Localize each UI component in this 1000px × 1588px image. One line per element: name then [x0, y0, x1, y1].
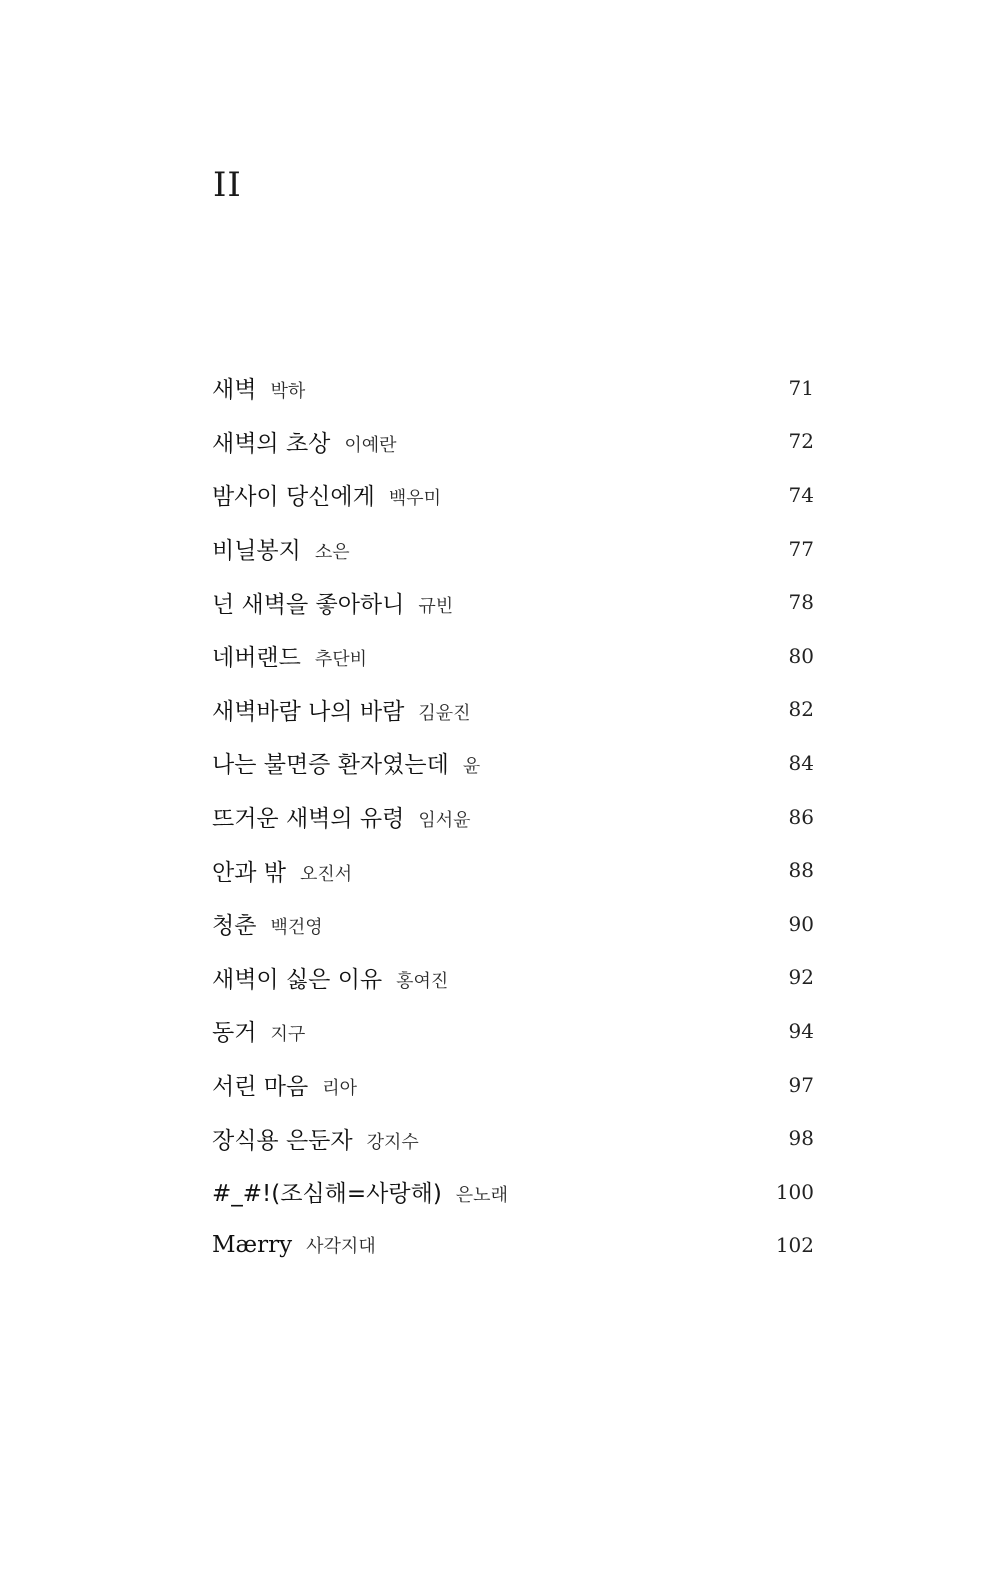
- entry-title: 서린 마음: [212, 1074, 309, 1101]
- toc-entry[interactable]: [212, 522, 814, 576]
- entry-author: 추단비: [314, 649, 368, 671]
- entry-page-number: 98: [788, 1126, 814, 1151]
- toc-entry[interactable]: [212, 415, 814, 469]
- entry-author: 리아: [322, 1078, 357, 1100]
- entry-page-number: 80: [788, 643, 814, 668]
- entry-author: 규빈: [418, 595, 454, 617]
- entry-page-number: 100: [775, 1179, 814, 1204]
- toc-entry[interactable]: [212, 468, 814, 522]
- entry-title: 뜨거운 새벽의 유령: [212, 806, 405, 833]
- toc-entry[interactable]: [212, 1111, 814, 1165]
- entry-page-number: 92: [788, 965, 814, 990]
- toc-entry[interactable]: [212, 361, 814, 415]
- entry-title: #_#!(조심해=사랑해): [212, 1181, 442, 1208]
- toc-entry[interactable]: [212, 1058, 814, 1112]
- toc-entry[interactable]: [212, 683, 814, 737]
- entry-page-number: 71: [788, 375, 814, 400]
- entry-author: 윤: [462, 756, 481, 778]
- toc-entry[interactable]: [212, 790, 814, 844]
- entry-page-number: 94: [788, 1018, 814, 1043]
- entry-page-number: 90: [788, 911, 814, 936]
- entry-page-number: 102: [775, 1233, 814, 1258]
- entry-title: Mærry: [212, 1232, 293, 1259]
- entry-page-number: 97: [788, 1072, 814, 1097]
- entry-author: 임서윤: [418, 810, 471, 832]
- entry-author: 지구: [270, 1024, 306, 1046]
- entry-title: 새벽의 초상: [212, 430, 331, 457]
- entry-author: 사각지대: [306, 1236, 376, 1258]
- toc-entry[interactable]: [212, 736, 814, 790]
- entry-title: 새벽이 싫은 이유: [212, 966, 383, 993]
- entry-page-number: 82: [788, 697, 814, 722]
- entry-page-number: 84: [788, 750, 814, 775]
- entry-title: 비닐봉지: [212, 538, 301, 565]
- toc-entry[interactable]: [212, 897, 814, 951]
- entry-title: 동거: [212, 1020, 257, 1047]
- entry-author: 소은: [314, 542, 350, 564]
- entry-title: 밤사이 당신에게: [212, 484, 375, 511]
- entry-author: 강지수: [366, 1131, 419, 1153]
- entry-page-number: 86: [788, 804, 814, 829]
- entry-page-number: 77: [788, 536, 814, 561]
- toc-entry[interactable]: [212, 575, 814, 629]
- entry-page-number: 78: [788, 590, 814, 615]
- toc-entry[interactable]: [212, 1165, 814, 1219]
- entry-title: 나는 불면증 환자였는데: [212, 752, 449, 779]
- entry-title: 새벽: [212, 377, 257, 404]
- entry-author: 박하: [270, 381, 306, 403]
- entry-title: 안과 밖: [212, 859, 286, 886]
- entry-title: 장식용 은둔자: [212, 1127, 353, 1154]
- entry-title: 청춘: [212, 913, 257, 940]
- entry-author: 백건영: [270, 917, 323, 939]
- entry-author: 오진서: [299, 863, 353, 885]
- entry-page-number: 88: [788, 858, 814, 883]
- section-numeral: II: [213, 165, 242, 205]
- toc-entry[interactable]: [212, 951, 814, 1005]
- entry-author: 이예란: [344, 434, 397, 456]
- toc-entry[interactable]: [212, 629, 814, 683]
- entry-author: 김윤진: [418, 702, 471, 724]
- entry-author: 백우미: [388, 488, 442, 510]
- entry-page-number: 72: [788, 429, 814, 454]
- toc-entry[interactable]: [212, 1004, 814, 1058]
- entry-title: 네버랜드: [212, 645, 301, 672]
- table-of-contents: [212, 361, 814, 1272]
- entry-page-number: 74: [788, 482, 814, 507]
- entry-title: 새벽바람 나의 바람: [212, 698, 405, 725]
- toc-entry[interactable]: [212, 843, 814, 897]
- toc-entry[interactable]: [212, 1219, 814, 1273]
- entry-title: 넌 새벽을 좋아하니: [212, 591, 405, 618]
- entry-author: 은노래: [455, 1185, 508, 1207]
- entry-author: 홍여진: [396, 970, 449, 992]
